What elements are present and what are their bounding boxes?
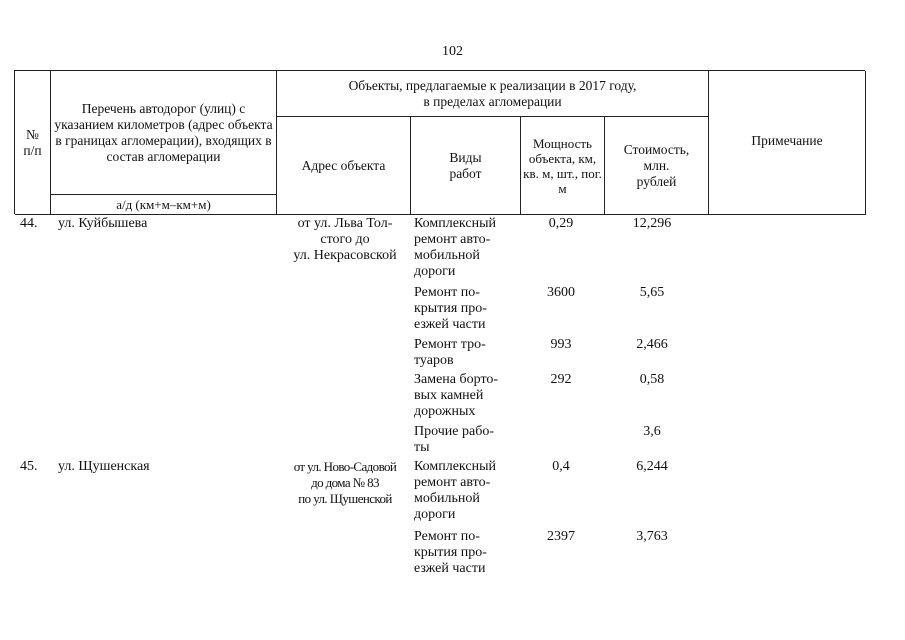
header-note: Примечание: [709, 71, 866, 215]
work-type: Ремонт тро- туаров: [414, 337, 486, 368]
work-type: Ремонт по- крытия про- езжей части: [414, 285, 487, 332]
cost-value: 2,466: [636, 337, 668, 352]
cost-value: 5,65: [639, 285, 665, 300]
header-road-range: а/д (км+м–км+м): [51, 195, 277, 215]
work-type: Ремонт по- крытия про- езжей части: [414, 529, 487, 576]
work-type: Комплексный ремонт авто- мобильной дороги: [414, 459, 496, 522]
row-number: 44.: [20, 216, 38, 231]
header-address: Адрес объекта: [277, 117, 411, 215]
cost-value: 6,244: [636, 459, 668, 474]
work-type: Комплексный ремонт авто- мобильной дороги: [414, 216, 496, 279]
capacity-value: 0,4: [552, 459, 570, 474]
row-number: 45.: [20, 459, 38, 474]
header-capacity: Мощность объекта, км, кв. м, шт., пог. м: [521, 117, 605, 215]
object-address: от ул. Ново-Садовой до дома № 83 по ул. Щушенской: [293, 459, 397, 506]
cost-value: 12,296: [632, 216, 672, 231]
road-name: ул. Куйбышева: [58, 216, 148, 231]
cost-value: 3,763: [636, 529, 668, 544]
header-objects-group: Объекты, предлагаемые к реализации в 2017 году, в пределах агломерации: [277, 71, 709, 117]
cost-value: 3,6: [643, 424, 661, 439]
cost-value: 0,58: [639, 372, 665, 387]
capacity-value: 292: [550, 372, 572, 387]
object-address: от ул. Льва Тол- стого до ул. Некрасовской: [293, 216, 397, 263]
header-number: № п/п: [15, 71, 51, 215]
header-work-types: Виды работ: [411, 117, 521, 215]
road-name: ул. Щушенская: [58, 459, 150, 474]
capacity-value: 3600: [547, 285, 575, 300]
capacity-value: 2397: [547, 529, 575, 544]
capacity-value: 0,29: [548, 216, 574, 231]
capacity-value: 993: [550, 337, 572, 352]
work-type: Замена борто- вых камней дорожных: [414, 372, 499, 419]
header-cost: Стоимость, млн. рублей: [605, 117, 709, 215]
page-number: 102: [442, 44, 463, 59]
header-road-list: Перечень автодорог (улиц) с указанием километров (адрес объекта в границах агломерации), входящих в состав агломерации: [51, 71, 277, 195]
work-type: Прочие рабо- ты: [414, 424, 494, 455]
